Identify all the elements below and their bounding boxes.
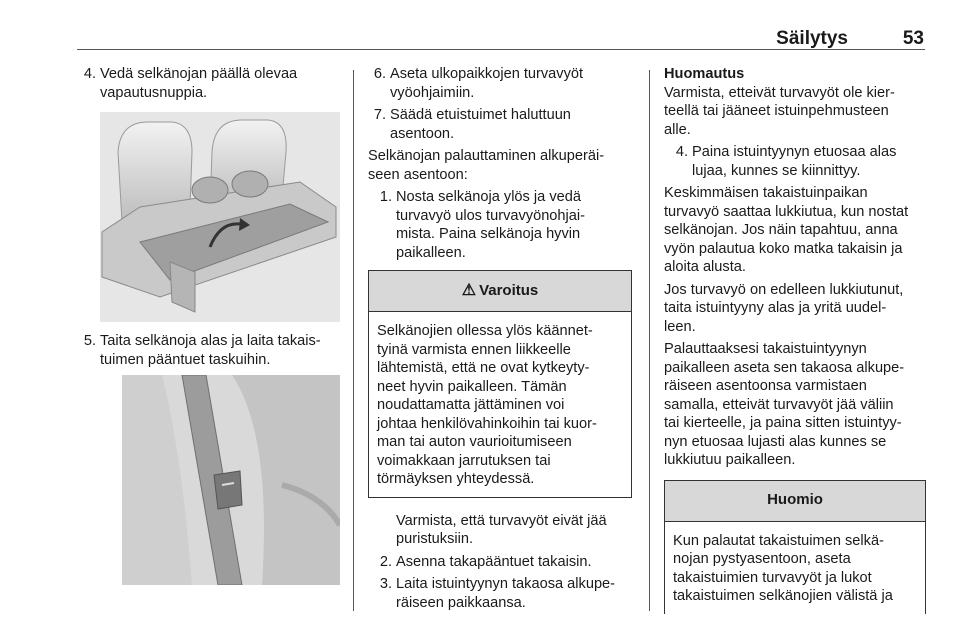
note-block [664,65,926,139]
headrest-pocket-illustration [122,375,340,585]
header-rule [77,49,925,50]
paragraph-line: aloita alusta. [664,259,746,275]
step-text-line: paikalleen. [396,244,466,261]
note-line: teellä tai jääneet istuinpehmusteen [664,103,889,119]
note-line: Varmista, etteivät turvavyöt ole kier- [664,84,895,101]
step-number: 2. [379,553,392,570]
paragraph-still-locked [664,281,926,337]
step-number: 7. [373,107,386,123]
paragraph-line: tai kierteelle, ja paina sitten istuintyy- [664,415,902,431]
notice-box [664,480,926,614]
step-3-restore [374,575,632,612]
warning-line: man tai auton vaurioitumiseen [377,434,572,450]
paragraph-line: puristuksiin. [396,531,474,547]
step-1-restore [374,188,632,262]
rear-seat-fold-figure [100,112,340,322]
column-1 [78,65,340,585]
section-title: Säilytys [776,28,848,49]
paragraph-line: vyön palautua koko matka takaisin ja [664,240,903,257]
notice-title: Huomio [767,491,823,509]
step-text-line: Asenna takapääntuet takaisin. [396,553,592,570]
step-text-line: räiseen paikkaansa. [396,594,526,611]
step-text-line: mista. Paina selkänoja hyvin [396,226,581,242]
paragraph-line: seen asentoon: [368,166,468,183]
step-4-restore [670,143,926,180]
step-text-line: Aseta ulkopaikkojen turvavyöt [390,66,584,82]
warning-title: Varoitus [479,281,539,299]
paragraph-line: paikalleen aseta sen takaosa alkupe- [664,359,905,376]
paragraph-return-cushion [664,340,926,470]
warning-header [369,271,631,312]
paragraph-line: Selkänojan palauttaminen alkuperäi- [368,148,605,164]
warning-triangle-icon: ⚠ [461,281,477,299]
note-title: Huomautus [664,66,745,82]
seatbelt-pillar-figure [122,375,340,585]
column-divider-2 [649,70,650,611]
step-text-line: Nosta selkänoja ylös ja vedä [396,189,581,205]
page-number: 53 [902,28,924,49]
step-5-folding [78,332,340,369]
column-3 [664,65,926,614]
paragraph-line: Keskimmäisen takaistuinpaikan [664,185,868,201]
warning-line: törmäyksen yhteydessä. [377,471,535,487]
notice-line: takaistuimien turvavyöt ja lukot [673,569,872,586]
step-text-line: Taita selkänoja alas ja laita takais- [100,333,321,349]
warning-line: johtaa henkilövahinkoihin tai kuor- [377,415,597,432]
warning-line: lähtemistä, että ne ovat kytkeyty- [377,360,590,376]
paragraph-line: samalla, etteivät turvavyöt jää väliin [664,396,894,413]
column-divider-1 [353,70,354,611]
step-4-folding [78,65,340,102]
column-2 [368,65,632,612]
warning-body [369,312,631,497]
paragraph-line: taita istuintyyny alas ja yritä uudel- [664,300,887,316]
paragraph-line: räiseen asentoonsa varmistaen [664,378,867,394]
step-6 [368,65,632,102]
paragraph-middle-belt [664,184,926,277]
notice-body [665,522,925,614]
step-text-line: Säädä etuistuimet haluttuun [390,107,571,123]
step-number: 3. [379,576,392,592]
restore-intro [368,147,632,184]
seat-release-illustration [100,112,340,322]
step-number: 1. [379,189,392,205]
warning-line: neet hyvin paikalleen. Tämän [377,378,567,395]
step-text-line: vyöohjaimiin. [390,84,475,101]
warning-box [368,270,632,498]
step-text-line: Paina istuintyynyn etuosaa alas [692,144,897,160]
paragraph-line: selkänojan. Jos näin tapahtuu, anna [664,222,898,238]
paragraph-line: Varmista, että turvavyöt eivät jää [396,512,607,529]
step-text-line: Laita istuintyynyn takaosa alkupe- [396,576,616,592]
step-text-line: asentoon. [390,125,455,142]
step-text-line: tuimen pääntuet taskuihin. [100,351,271,368]
paragraph-line: leen. [664,318,696,335]
note-line: alle. [664,121,691,138]
check-belts-paragraph [368,512,632,549]
warning-line: Selkänojien ollessa ylös käännet- [377,323,593,339]
step-text-line: turvavyö ulos turvavyönohjai- [396,207,585,224]
notice-line: nojan pystyasentoon, aseta [673,551,851,567]
paragraph-line: turvavyö saattaa lukkiutua, kun nostat [664,203,909,220]
notice-line: Kun palautat takaistuimen selkä- [673,532,884,549]
step-number: 5. [83,333,96,349]
notice-header [665,481,925,522]
step-number: 4. [83,66,96,82]
paragraph-line: Jos turvavyö on edelleen lukkiutunut, [664,281,904,298]
step-number: 4. [675,144,688,160]
warning-line: noudattamatta jättäminen voi [377,397,565,413]
paragraph-line: Palauttaaksesi takaistuintyynyn [664,341,867,357]
warning-line: tyinä varmista ennen liikkeelle [377,341,571,358]
notice-line: takaistuimen selkänojien välistä ja [673,588,893,604]
paragraph-line: lukkiutuu paikalleen. [664,452,796,468]
step-7 [368,106,632,143]
step-text-line: Vedä selkänojan päällä olevaa [100,66,298,82]
warning-line: voimakkaan jarrutuksen tai [377,452,551,469]
step-text-line: vapautusnuppia. [100,84,208,101]
step-text-line: lujaa, kunnes se kiinnittyy. [692,162,861,179]
paragraph-line: nyn etuosaa lujasti alas kunnes se [664,433,887,450]
step-number: 6. [373,66,386,82]
step-2-restore [374,553,632,572]
